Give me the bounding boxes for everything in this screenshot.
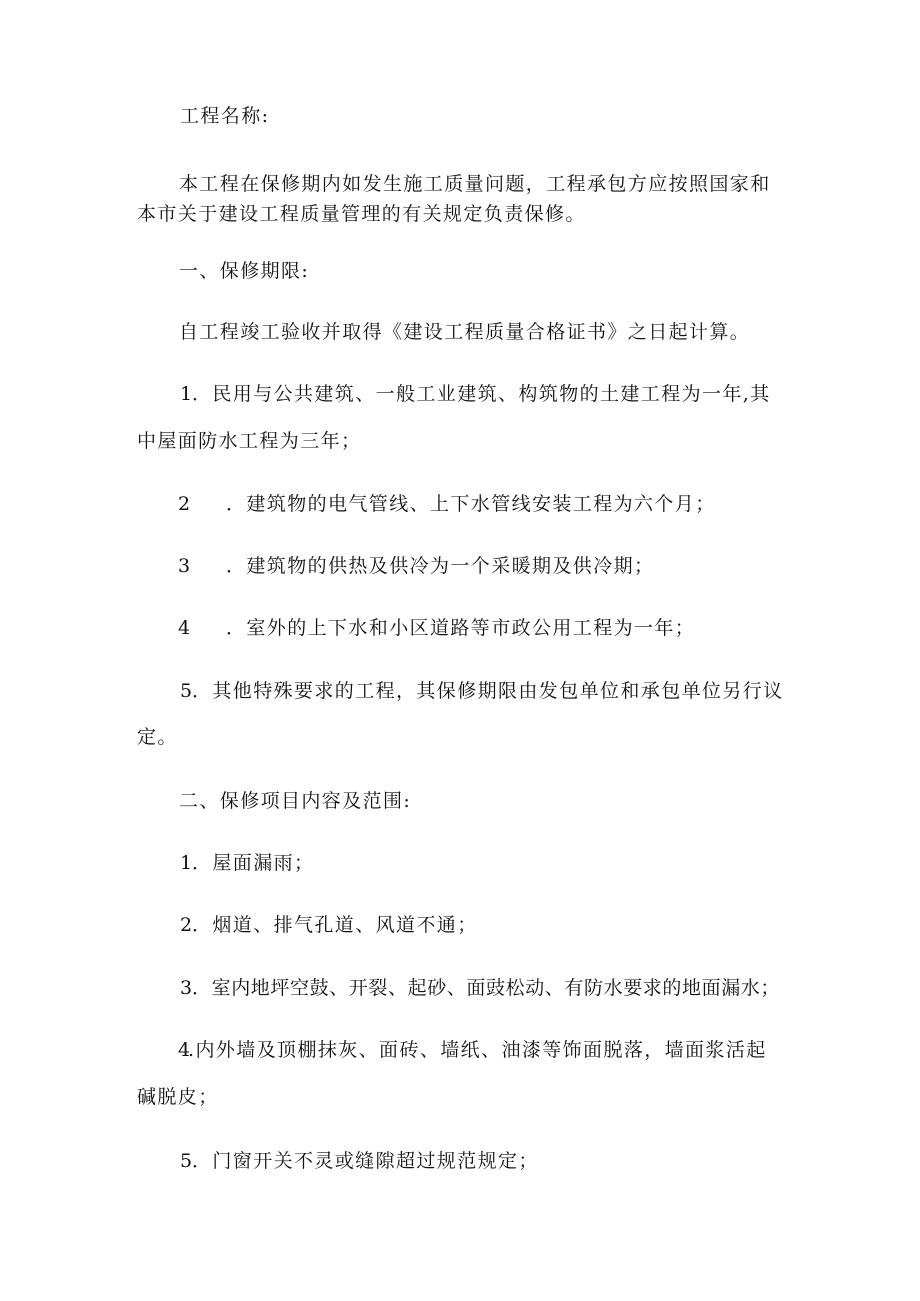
section2-item-3-text: ．室内地坪空鼓、开裂、起砂、面豉松动、有防水要求的地面漏水； xyxy=(192,977,781,999)
project-name-label: 工程名称: xyxy=(180,105,270,127)
section2-item-4-number: 4 xyxy=(178,1039,191,1061)
section1-item-5-text-cont: 定。 xyxy=(137,726,178,748)
section2-item-4-text-cont: 碱脱皮； xyxy=(137,1086,219,1108)
section2-heading: 二、保修项目内容及范围: xyxy=(179,790,412,812)
section2-item-1-number: 1 xyxy=(180,852,193,874)
section2-item-2-number: 2 xyxy=(180,914,193,936)
section1-item-3-text: ．建筑物的供热及供冷为一个采暖期及供冷期； xyxy=(226,555,655,577)
section1-item-5-number: 5 xyxy=(180,680,193,702)
section1-item-1-text: ．民用与公共建筑、一般工业建筑、构筑物的土建工程为一年,其 xyxy=(192,383,771,405)
section2-item-1-text: ．屋面漏雨； xyxy=(192,852,315,874)
section1-start-text: 自工程竣工验收并取得《建设工程质量合格证书》之日起计算。 xyxy=(179,321,751,343)
section2-item-5-number: 5 xyxy=(180,1150,193,1172)
section1-item-4-number: 4 xyxy=(178,617,191,639)
section2-item-3-number: 3 xyxy=(180,977,193,999)
section1-item-2-text: ．建筑物的电气管线、上下水管线安装工程为六个月； xyxy=(226,493,716,515)
intro-line-2: 本市关于建设工程质量管理的有关规定负责保修。 xyxy=(137,203,586,225)
section2-item-2-text: ．烟道、排气孔道、风道不通； xyxy=(192,914,478,936)
section2-item-5-text: ．门窗开关不灵或缝隙超过规范规定； xyxy=(192,1150,539,1172)
section2-item-4-text: .内外墙及顶棚抹灰、面砖、墙纸、油漆等饰面脱落，墙面浆活起 xyxy=(188,1039,767,1061)
section1-item-2-number: 2 xyxy=(178,493,191,515)
section1-item-5-text: ．其他特殊要求的工程，其保修期限由发包单位和承包单位另行议 xyxy=(192,680,784,702)
intro-line-1: 本工程在保修期内如发生施工质量问题，工程承包方应按照国家和 xyxy=(179,173,771,195)
section1-item-1-text-cont: 中屋面防水工程为三年； xyxy=(137,430,362,452)
section1-item-1-number: 1 xyxy=(180,383,193,405)
section1-item-3-number: 3 xyxy=(178,555,191,577)
section1-item-4-text: ．室外的上下水和小区道路等市政公用工程为一年； xyxy=(226,617,696,639)
section1-heading: 一、保修期限: xyxy=(179,260,310,282)
